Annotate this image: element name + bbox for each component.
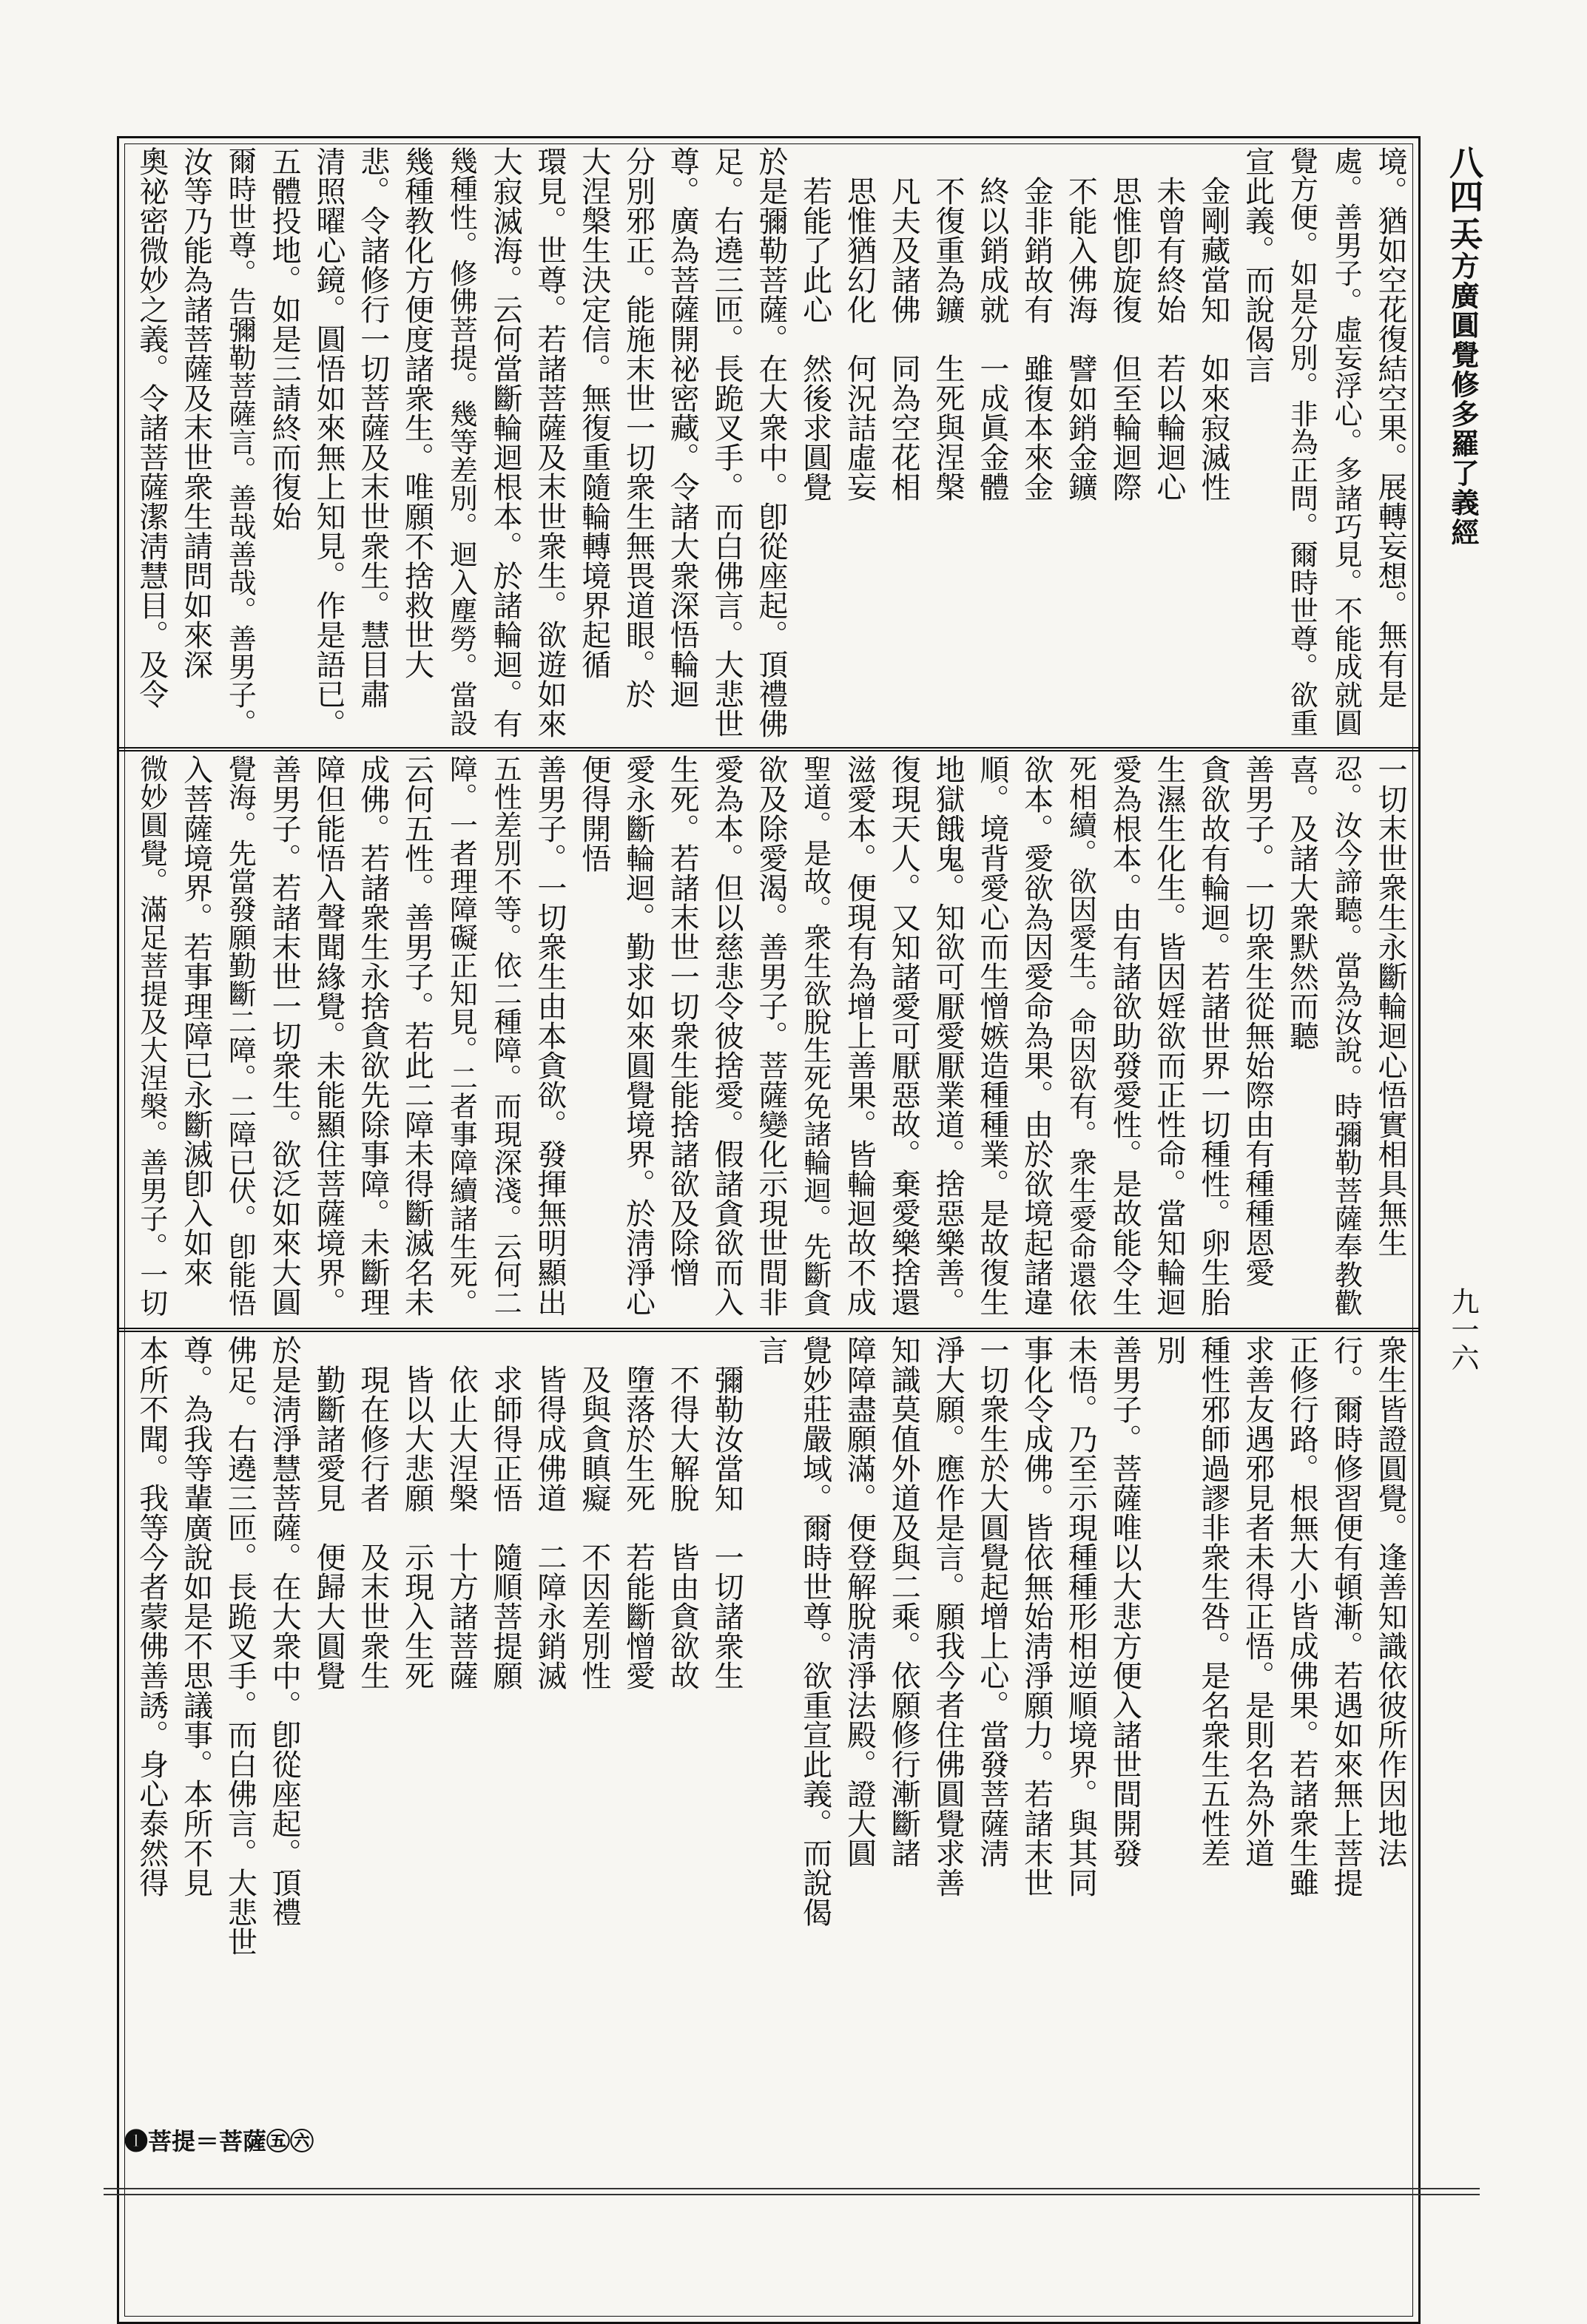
- text-column: 奧祕密微妙之義。令諸菩薩潔淸慧目。及令: [134, 146, 169, 709]
- text-column: 終以銷成就 一成眞金體: [974, 146, 1009, 501]
- register-divider: [117, 1331, 1421, 1332]
- text-column: 依止大涅槃 十方諸菩薩: [444, 1335, 479, 1690]
- text-column: 聖道。是故。衆生欲脫生死免諸輪迴。先斷貪: [798, 754, 832, 1317]
- text-column: 若能了此心 然後求圓覺: [798, 146, 832, 501]
- text-column: 善男子。一切衆生由本貪欲。發揮無明顯出: [532, 754, 567, 1317]
- text-column: 本所不聞。我等今者蒙佛善誘。身心泰然得: [134, 1335, 169, 1897]
- bottom-rule: [104, 2194, 1480, 2195]
- text-column: 便得開悟: [576, 754, 611, 873]
- text-column: 幾種性。修佛菩提。幾等差別。迴入塵勞。當設: [445, 146, 478, 737]
- text-column: 未曾有終始 若以輪迴心: [1152, 146, 1187, 501]
- text-column: 復現天人。又知諸愛可厭惡故。棄愛樂捨還: [886, 754, 921, 1317]
- text-column: 愛為本。但以慈悲令彼捨愛。假諸貪欲而入: [710, 754, 744, 1317]
- text-column: 障。一者理障礙正知見。二者事障續諸生死。: [445, 754, 478, 1317]
- text-column: 求師得正悟 隨順菩提願: [488, 1335, 523, 1690]
- register-divider: [117, 1328, 1421, 1329]
- text-column: 悲。令諸修行一切菩薩及末世衆生。慧目肅: [355, 146, 390, 709]
- text-column: 覺方便。如是分別。非為正問。爾時世尊。欲重: [1285, 146, 1318, 737]
- text-column: 不得大解脫 皆由貪欲故: [665, 1335, 700, 1690]
- text-column: 彌勒汝當知 一切諸衆生: [710, 1335, 744, 1690]
- text-column: 五性差別不等。依二種障。而現深淺。云何二: [489, 754, 522, 1317]
- bottom-rule: [104, 2188, 1480, 2189]
- text-column: 五體投地。如是三請終而復始: [267, 146, 302, 531]
- text-column: 及與貪瞋癡 不因差別性: [576, 1335, 611, 1690]
- text-column: 清照曜心鏡。圓悟如來無上知見。作是語已。: [311, 146, 346, 738]
- text-column: 種性邪師過謬非衆生咎。是名衆生五性差: [1196, 1335, 1230, 1868]
- text-column: 幾種教化方便度諸衆生。唯願不捨救世大: [400, 146, 434, 679]
- text-column: 思惟猶幻化 何況詰虛妄: [842, 146, 877, 501]
- text-column: 不復重為鑛 生死與涅槃: [931, 146, 966, 501]
- text-column: 言: [753, 1335, 788, 1365]
- text-column: 障但能悟入聲聞緣覺。未能顯住菩薩境界。: [311, 754, 346, 1317]
- text-column: 知識莫值外道及與二乘。依願修行漸斷諸: [886, 1335, 921, 1868]
- text-column: 事化令成佛。皆依無始淸淨願力。若諸末世: [1019, 1335, 1054, 1897]
- text-column: 愛永斷輪迴。勤求如來圓覺境界。於淸淨心: [621, 754, 656, 1317]
- text-register-bottom: [129, 1335, 1412, 2311]
- text-column: 皆得成佛道 二障永銷滅: [532, 1335, 567, 1690]
- text-column: 金非銷故有 雖復本來金: [1019, 146, 1054, 501]
- register-divider: [117, 750, 1421, 751]
- text-column: 淨大願。應作是言。願我今者住佛圓覺求善: [931, 1335, 966, 1897]
- text-column: 足。右遶三匝。長跪叉手。而白佛言。大悲世: [710, 146, 744, 738]
- text-column: 覺海。先當發願勤斷二障。二障已伏。卽能悟: [223, 754, 257, 1317]
- text-register-top: [129, 146, 1412, 744]
- text-column: 欲及除愛渴。善男子。菩薩變化示現世間非: [753, 754, 788, 1317]
- folio-number: 九一六: [1446, 1287, 1479, 1371]
- text-column: 金剛藏當知 如來寂滅性: [1196, 146, 1230, 501]
- text-column: 貪欲故有輪迴。若諸世界一切種性。卵生胎: [1196, 754, 1230, 1317]
- text-column: 墮落於生死 若能斷憎愛: [621, 1335, 656, 1690]
- text-column: 滋愛本。便現有為增上善果。皆輪迴故不成: [842, 754, 877, 1317]
- text-column: 善男子。一切衆生從無始際由有種種恩愛: [1240, 754, 1275, 1287]
- text-column: 現在修行者 及末世衆生: [355, 1335, 390, 1690]
- text-column: 思惟卽旋復 但至輪迴際: [1108, 146, 1142, 501]
- text-column: 境。猶如空花復結空果。展轉妄想。無有是: [1372, 146, 1407, 709]
- text-column: 行。爾時修習便有頓漸。若遇如來無上菩提: [1329, 1335, 1364, 1897]
- text-column: 欲本。愛欲為因愛命為果。由於欲境起諸違: [1019, 754, 1054, 1317]
- text-column: 分別邪正。能施末世一切衆生無畏道眼。於: [621, 146, 656, 709]
- text-column: 微妙圓覺。滿足菩提及大涅槃。善男子。一切: [135, 754, 168, 1317]
- text-column: 尊。為我等輩廣說如是不思議事。本所不見: [178, 1335, 213, 1897]
- text-column: 愛為根本。由有諸欲助發愛性。是故能令生: [1108, 754, 1142, 1317]
- text-column: 障障盡願滿。便登解脫淸淨法殿。證大圓: [842, 1335, 877, 1868]
- text-column: 入菩薩境界。若事理障已永斷滅卽入如來: [178, 754, 213, 1287]
- text-column: 處。善男子。虛妄浮心。多諸巧見。不能成就圓: [1330, 146, 1363, 737]
- page-number: 八四二: [1444, 145, 1484, 247]
- text-column: 成佛。若諸衆生永捨貪欲先除事障。未斷理: [355, 754, 390, 1317]
- text-column: 生死。若諸末世一切衆生能捨諸欲及除憎: [665, 754, 700, 1287]
- book-title: 大方廣圓覺修多羅了義經: [1446, 222, 1480, 547]
- text-column: 佛足。右遶三匝。長跪叉手。而白佛言。大悲世: [223, 1335, 257, 1956]
- text-column: 求善友遇邪見者未得正悟。是則名為外道: [1240, 1335, 1275, 1868]
- text-column: 喜。及諸大衆默然而聽: [1284, 754, 1319, 1050]
- text-column: 一切衆生於大圓覺起增上心。當發菩薩淸: [974, 1335, 1009, 1868]
- text-column: 未悟。乃至示現種種形相逆順境界。與其同: [1063, 1335, 1098, 1897]
- text-column: 尊。廣為菩薩開祕密藏。令諸大衆深悟輪迴: [665, 146, 700, 709]
- text-column: 勤斷諸愛見 便歸大圓覺: [311, 1335, 346, 1690]
- text-column: 大涅槃生決定信。無復重隨輪轉境界起循: [576, 146, 611, 679]
- footnote: ❶菩提＝菩薩㊄㊅: [124, 2127, 314, 2155]
- register-divider: [117, 747, 1421, 749]
- text-column: 環見。世尊。若諸菩薩及末世衆生。欲遊如來: [532, 146, 567, 738]
- text-column: 云何五性。善男子。若此二障未得斷滅名未: [400, 754, 434, 1317]
- text-column: 於是淸淨慧菩薩。在大衆中。卽從座起。頂禮: [267, 1335, 302, 1927]
- text-column: 凡夫及諸佛 同為空花相: [886, 146, 921, 501]
- text-column: 衆生皆證圓覺。逢善知識依彼所作因地法: [1372, 1335, 1407, 1868]
- text-register-middle: [129, 754, 1412, 1324]
- text-column: 死相續。欲因愛生。命因欲有。衆生愛命還依: [1064, 754, 1097, 1317]
- text-column: 覺妙莊嚴域。爾時世尊。欲重宣此義。而說偈: [798, 1335, 832, 1927]
- text-column: 正修行路。根無大小皆成佛果。若諸衆生雖: [1284, 1335, 1319, 1897]
- text-column: 一切末世衆生永斷輪迴心悟實相具無生: [1372, 754, 1407, 1257]
- text-column: 於是彌勒菩薩。在大衆中。卽從座起。頂禮佛: [753, 146, 788, 738]
- text-column: 皆以大悲願 示現入生死: [400, 1335, 434, 1690]
- text-column: 地獄餓鬼。知欲可厭愛厭業道。捨惡樂善。: [931, 754, 966, 1317]
- text-column: 不能入佛海 譬如銷金鑛: [1063, 146, 1098, 501]
- text-column: 汝等乃能為諸菩薩及末世衆生請問如來深: [178, 146, 213, 679]
- text-column: 別: [1152, 1335, 1187, 1365]
- text-column: 善男子。若諸末世一切衆生。欲泛如來大圓: [267, 754, 302, 1317]
- text-column: 宣此義。而說偈言: [1240, 146, 1275, 383]
- text-column: 爾時世尊。告彌勒菩薩言。善哉善哉。善男子。: [223, 146, 257, 737]
- text-column: 順。境背愛心而生憎嫉造種種業。是故復生: [974, 754, 1009, 1317]
- text-column: 大寂滅海。云何當斷輪迴根本。於諸輪迴。有: [488, 146, 523, 738]
- text-column: 生濕生化生。皆因婬欲而正性命。當知輪迴: [1152, 754, 1187, 1317]
- text-column: 善男子。菩薩唯以大悲方便入諸世間開發: [1108, 1335, 1142, 1868]
- text-column: 忍。汝今諦聽。當為汝說。時彌勒菩薩奉教歡: [1330, 754, 1363, 1317]
